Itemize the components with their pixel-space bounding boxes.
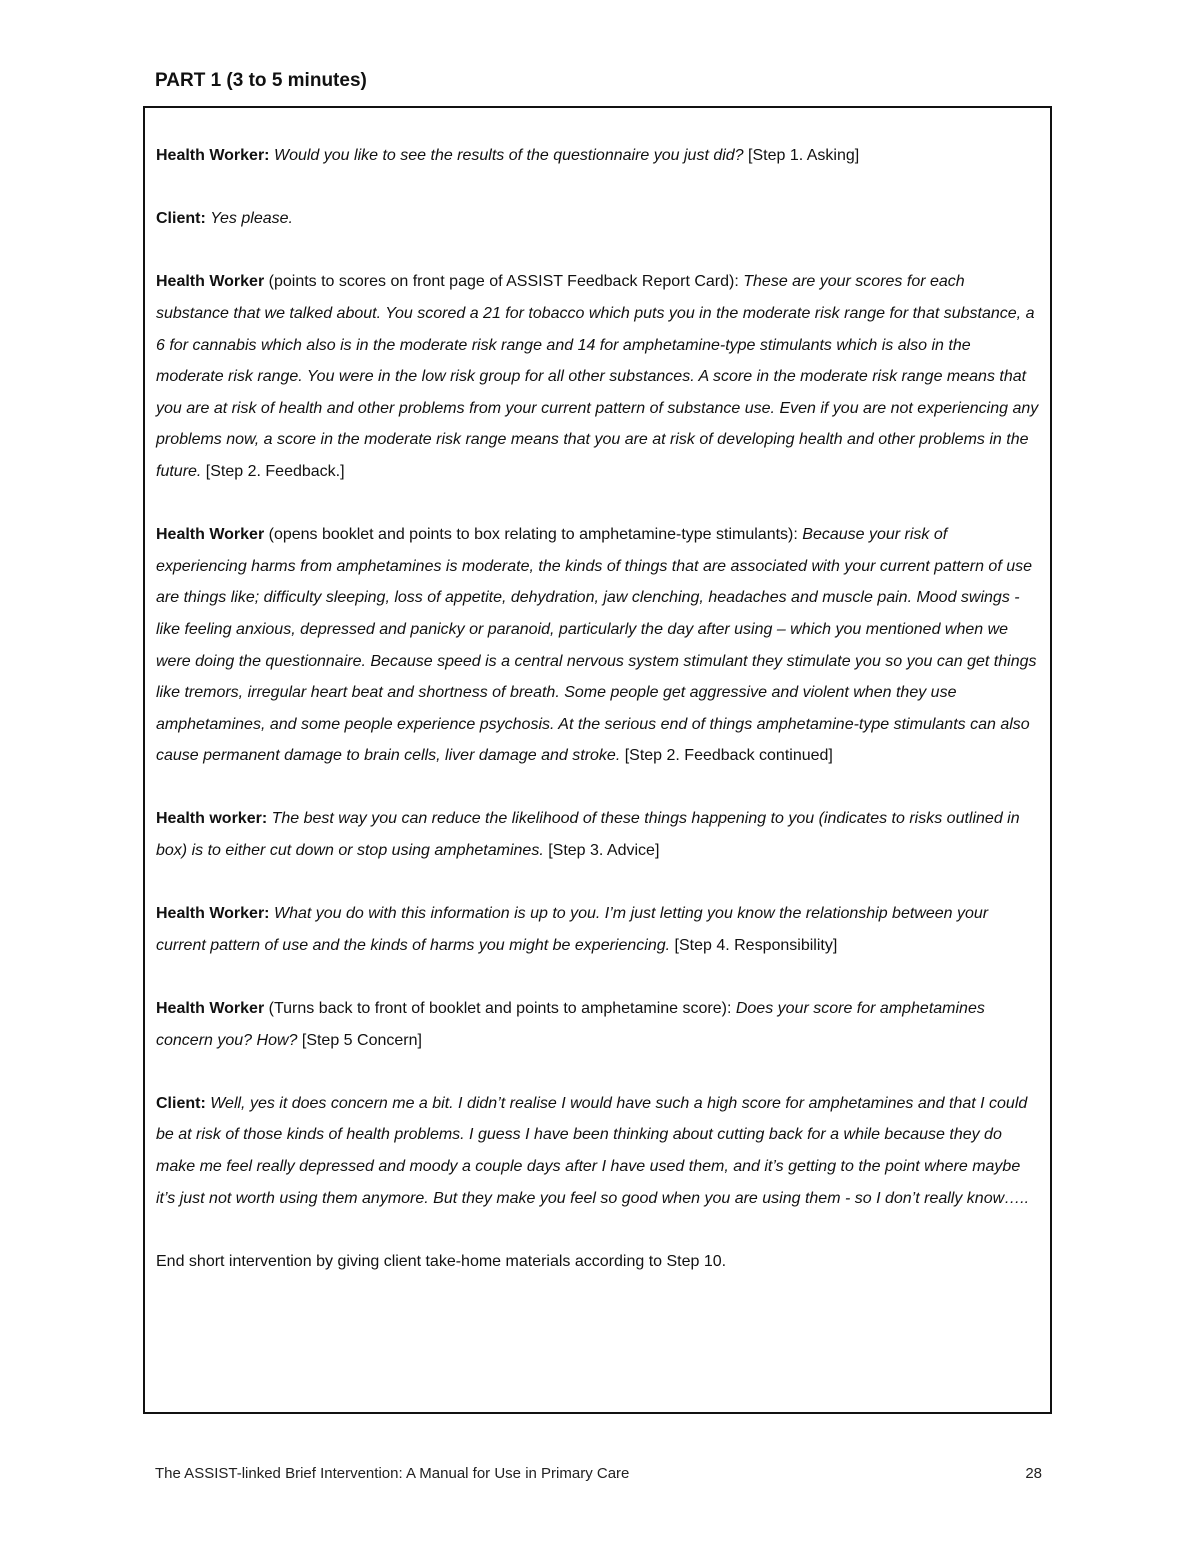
speech-text: These are your scores for each substance that we talked about. You scored a 21 for tobacco which puts you in the moderate risk range for that substance, a 6 for cannabis which also is in the moderate risk range and 14 for amphetamine-type stimulants which is also in the moderate risk range. You were in the low risk group for all other substances. A score in the moderate risk range means that you are at risk of health and other problems from your current pattern of substance use. Even if you are not experiencing any problems now, a score in the moderate risk range means that you are at risk of developing health and other problems in the future.: [156, 273, 1039, 480]
stage-direction: (Turns back to front of booklet and points to amphetamine score):: [264, 1000, 736, 1018]
dialogue-paragraph: [156, 140, 1040, 172]
speaker-label: Health Worker: [156, 526, 265, 544]
dialogue-box: [143, 106, 1052, 1414]
speaker-label: Health Worker:: [156, 147, 270, 164]
speech-text: Because your risk of experiencing harms from amphetamines is moderate, the kinds of things that are associated with your current pattern of use are things like; difficulty sleeping, loss of appetite, dehydration, jaw clenching, headaches and muscle pain. Mood swings - like feeling anxious, depressed and panicky or paranoid, particularly the day after using – which you mentioned when we were doing the questionnaire. Because speed is a central nervous system stimulant they stimulate you so you can get things like tremors, irregular heart beat and shortness of breath. Some people get aggressive and violent when they use amphetamines, and some people experience psychosis. At the serious end of things amphetamine-type stimulants can also cause permanent damage to brain cells, liver damage and stroke.: [156, 526, 1037, 765]
speaker-label: Health Worker: [156, 273, 265, 291]
speech-text: Would you like to see the results of the questionnaire you just did?: [273, 147, 744, 164]
closing-instruction: End short intervention by giving client take-home materials according to Step 10.: [156, 1252, 727, 1270]
page-number: 28: [1025, 1465, 1042, 1482]
step-note: [Step 5 Concern]: [297, 1031, 422, 1049]
footer-title: The ASSIST-linked Brief Intervention: A Manual for Use in Primary Care: [155, 1465, 630, 1482]
dialogue-paragraph: [156, 803, 1040, 866]
step-note: [Step 2. Feedback continued]: [620, 747, 833, 765]
stage-direction: (opens booklet and points to box relating to amphetamine-type stimulants):: [264, 526, 803, 544]
speaker-label: Health Worker: [156, 1000, 265, 1018]
page-heading: PART 1 (3 to 5 minutes): [155, 70, 367, 91]
step-note: [Step 3. Advice]: [543, 842, 660, 860]
dialogue-paragraph: [156, 203, 1040, 235]
speaker-label: Health Worker:: [156, 905, 270, 923]
speech-text: Does your score for amphetamines concern you? How?: [156, 1000, 985, 1049]
dialogue-paragraph: [156, 993, 1040, 1056]
step-note: [Step 1. Asking]: [743, 147, 860, 164]
speech-text: The best way you can reduce the likelihood of these things happening to you (indicates to risks outlined in box) is to either cut down or stop using amphetamines.: [156, 810, 1020, 860]
dialogue-paragraph: [156, 519, 1040, 772]
speaker-label: Health worker:: [156, 810, 268, 828]
dialogue-paragraph: [156, 898, 1040, 961]
step-note: [Step 2. Feedback.]: [201, 462, 345, 480]
speaker-label: Client:: [156, 1094, 206, 1112]
speaker-label: Client:: [156, 210, 206, 228]
dialogue-paragraph: [156, 266, 1040, 487]
dialogue-paragraph: [156, 1088, 1040, 1214]
speech-text: Well, yes it does concern me a bit. I didn’t realise I would have such a high score for amphetamines and that I could be at risk of those kinds of health problems. I guess I have been thinking about cutting back for a while because they do make me feel really depressed and moody a couple days after I have used them, and it’s getting to the point where maybe it’s just not worth using them anymore. But they make you feel so good when you are using them - so I don’t really know…..: [156, 1094, 1030, 1207]
speech-text: What you do with this information is up to you. I’m just letting you know the relationship between your current pattern of use and the kinds of harms you might be experiencing.: [156, 905, 989, 954]
step-note: [Step 4. Responsibility]: [670, 936, 838, 954]
stage-direction: (points to scores on front page of ASSIST Feedback Report Card):: [264, 273, 744, 291]
speech-text: Yes please.: [210, 210, 293, 228]
